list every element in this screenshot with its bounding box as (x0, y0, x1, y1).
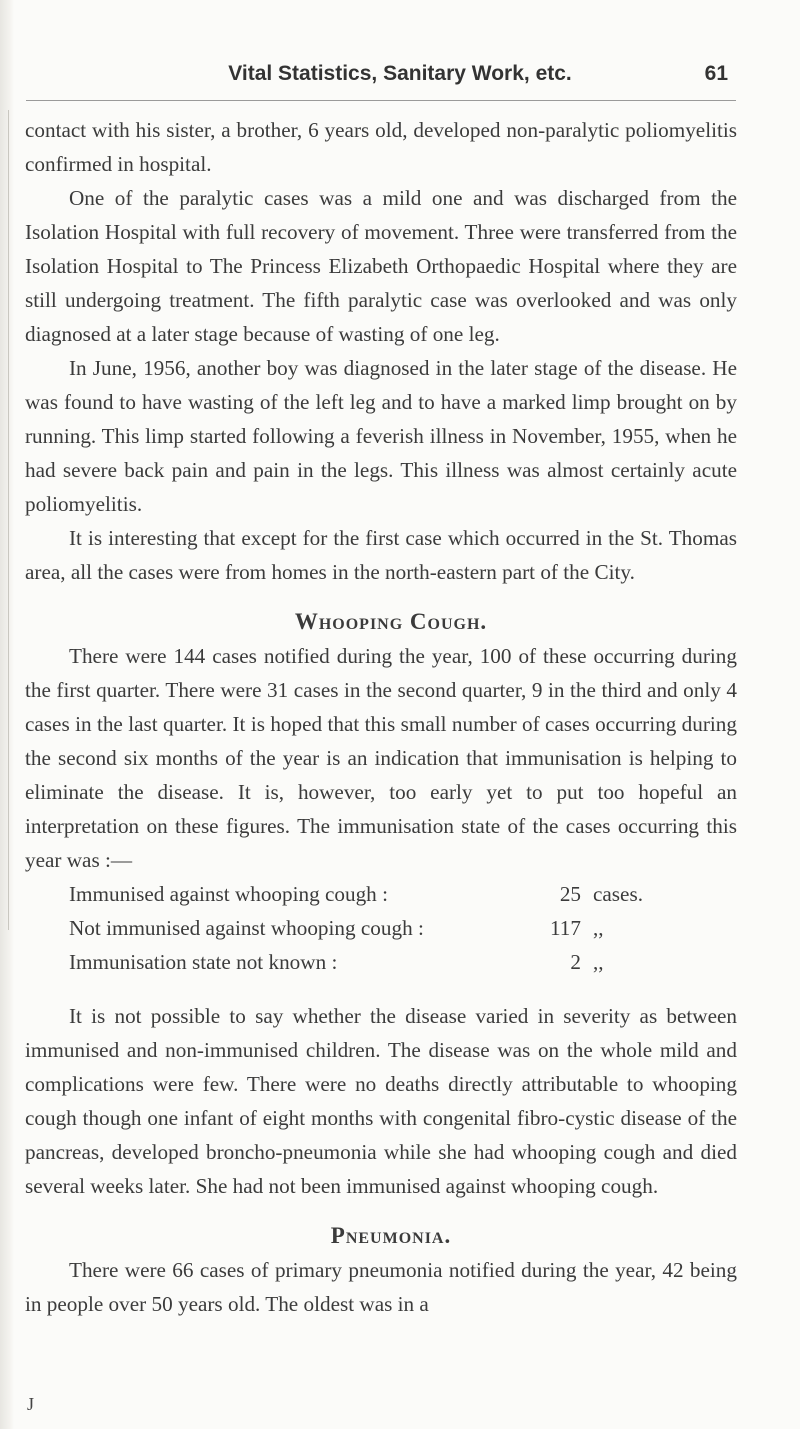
list-item (69, 911, 737, 945)
list-item-count: 117 (550, 916, 581, 940)
header-rule (26, 100, 736, 101)
paragraph: There were 66 cases of primary pneumonia notified during the year, 42 being in people over 50 years old. The oldest was in a (25, 1258, 737, 1316)
section-heading-whooping-cough: Whooping Cough. (294, 609, 488, 634)
page-body (25, 113, 737, 1321)
signature-mark: J (27, 1394, 35, 1414)
list-item (69, 877, 737, 911)
binding-shadow-line (8, 110, 9, 930)
page-number: 61 (704, 62, 728, 85)
list-item-unit: cases. (593, 882, 643, 906)
running-header (0, 62, 800, 92)
paragraph: There were 144 cases notified during the year, 100 of these occurring during the first quarter. There were 31 cases in the second quarter, 9 in the third and only 4 cases in the last quarter. It is hoped that this small number of cases occurring during the second six months of the year is an indication that immunisation is helping to eliminate the disease. It is, however, too early yet to put too hopeful an interpretation on these figures. The immunisation state of the cases occurring this year was :— (25, 644, 737, 872)
list-item-label: Immunisation state not known : (69, 950, 338, 974)
page-binding-edge (0, 0, 14, 1429)
immunisation-list (25, 877, 737, 979)
header-title: Vital Statistics, Sanitary Work, etc. (228, 62, 572, 85)
paragraph: It is interesting that except for the first case which occurred in the St. Thomas area, all the cases were from homes in the north-eastern part of the City. (25, 526, 737, 584)
paragraph: contact with his sister, a brother, 6 years old, developed non-paralytic poliomyelitis confirmed in hospital. (25, 118, 737, 176)
paragraph: It is not possible to say whether the disease varied in severity as between immunised and non-immunised children. The disease was on the whole mild and complications were few. There were no deaths directly attributable to whooping cough though one infant of eight months with congenital fibro-cystic disease of the pancreas, developed broncho-pneumonia while she had whooping cough and died several weeks later. She had not been immunised against whooping cough. (25, 1004, 737, 1198)
list-item-count: 25 (559, 882, 581, 906)
paragraph: In June, 1956, another boy was diagnosed in the later stage of the disease. He was found to have wasting of the left leg and to have a marked limp brought on by running. This limp started following a feverish illness in November, 1955, when he had severe back pain and pain in the legs. This illness was almost certainly acute poliomyelitis. (25, 356, 737, 516)
list-item-count: 2 (570, 950, 581, 974)
list-item-label: Immunised against whooping cough : (69, 882, 388, 906)
list-item (69, 945, 737, 979)
section-heading-pneumonia: Pneumonia. (330, 1223, 452, 1248)
list-item-unit: ,, (593, 950, 604, 974)
list-item-label: Not immunised against whooping cough : (69, 916, 424, 940)
paragraph: One of the paralytic cases was a mild one and was discharged from the Isolation Hospital with full recovery of movement. Three were transferred from the Isolation Hospital to The Princess Elizabeth Orthopaedic Hospital where they are still undergoing treatment. The fifth paralytic case was overlooked and was only diagnosed at a later stage because of wasting of one leg. (25, 186, 737, 346)
list-item-unit: ,, (593, 916, 604, 940)
